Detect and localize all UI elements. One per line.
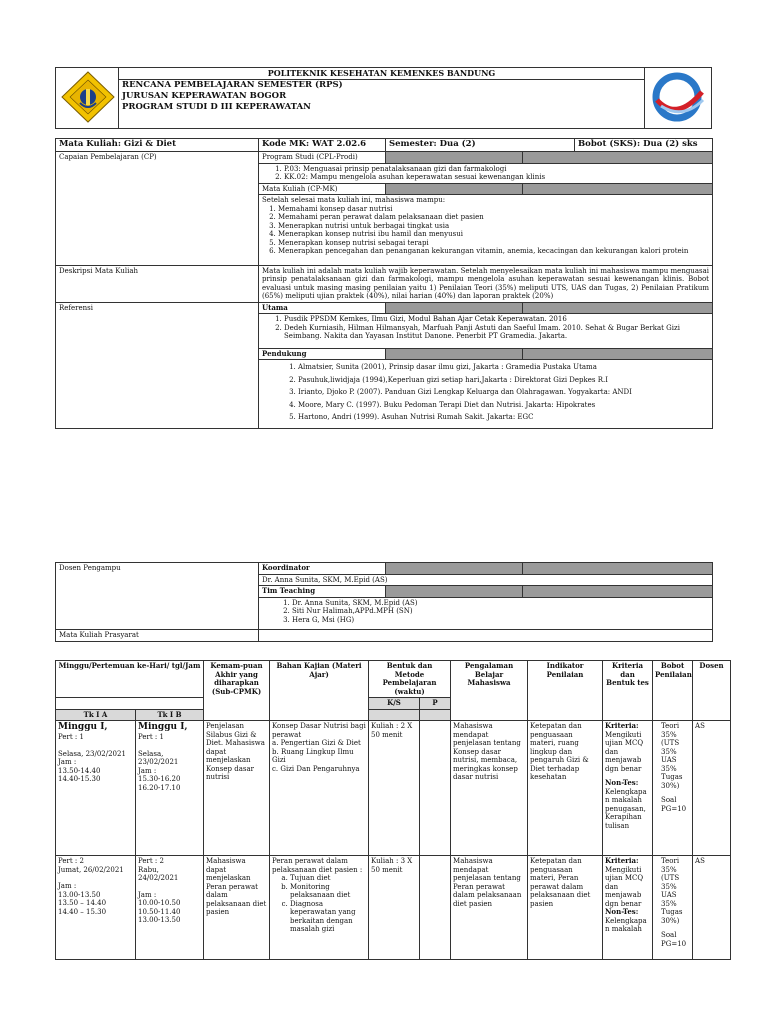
- nontest-label: Non-Tes:: [605, 907, 639, 916]
- course-code: Kode MK: WAT 2.02.6: [259, 139, 386, 152]
- pendukung-label: Pendukung: [259, 348, 386, 360]
- experience-cell: Mahasiswa mendapat penjelasan tentang Konsep dasar nutrisi, membaca, meringkas konsep dasar nutrisi: [451, 721, 528, 856]
- experience-cell: Mahasiswa mendapat penjelasan tentang Peran perawat dalam pelaksanaan diet pasien: [451, 856, 528, 960]
- program-name: PROGRAM STUDI D III KEPERAWATAN: [122, 102, 311, 112]
- document-header: [55, 67, 712, 129]
- indicator-cell: Ketepatan dan penguasaan materi, ruang lingkup dan pengaruh Gizi & Diet terhadap kesehatan: [528, 721, 603, 856]
- reference-label: Referensi: [56, 302, 259, 428]
- time-label: Jam :: [58, 758, 77, 766]
- cpmk-item: 3. Menerapkan nutrisi untuk berbagai tingkat usia: [278, 222, 709, 231]
- meeting-date: 23/02/2021: [138, 758, 179, 766]
- col-material: Bahan Kajian (Materi Ajar): [270, 661, 369, 721]
- institution-name: POLITEKNIK KESEHATAN KEMENKES BANDUNG: [119, 68, 644, 80]
- rps-title: RENCANA PEMBELAJARAN SEMESTER (RPS): [122, 80, 343, 90]
- time-slot: 13.00-13.50: [138, 916, 181, 924]
- cpl-item: 2. KK.02: Mampu mengelola asuhan keperawatan sesuai kewenangan klinis: [284, 173, 709, 182]
- col-lecturer: Dosen: [693, 661, 731, 721]
- poltekkes-logo: [60, 71, 116, 123]
- coordinator-label: Koordinator: [259, 563, 386, 575]
- course-credits: Bobot (SKS): Dua (2) sks: [575, 139, 713, 152]
- criteria-text: Mengikuti ujian MCQ dan menjawab dgn benar: [605, 730, 644, 773]
- schedule-table: [55, 660, 731, 960]
- weight-cell: [653, 721, 693, 856]
- department-name: JURUSAN KEPERAWATAN BOGOR: [122, 91, 287, 101]
- reference-item: 1. Pusdik PPSDM Kemkes, Ilmu Gizi, Modul Bahan Ajar Cetak Keperawatan. 2016: [284, 315, 709, 324]
- cpl-list-cell: [259, 163, 713, 183]
- meeting-day: Rabu,: [138, 865, 159, 874]
- reference-item: 2. Dedeh Kurniasih, Hilman Hilmansyah, Marfuah Panji Astuti dan Saeful Imam. 2010. Sehat & Bugar Berkat Gizi Seimbang. Nakita dan Yayasan Institut Danone. Penerbit PT Gramedia. Jakarta.: [284, 324, 709, 341]
- header-title-block: [118, 68, 645, 128]
- weight-text: Teori 35% (UTS 35% UAS 35% Tugas 30%): [661, 857, 683, 925]
- pendukung-list-cell: [259, 360, 713, 429]
- table-row: [56, 721, 731, 856]
- time-slot: 13.50-14.40: [58, 766, 101, 775]
- weight-note: Soal PG=10: [661, 796, 687, 813]
- meeting-date: Selasa, 23/02/2021: [58, 749, 126, 758]
- utama-label: Utama: [259, 302, 386, 314]
- criteria-text: Mengikuti ujian MCQ dan menjawab dgn benar: [605, 865, 644, 908]
- col-weight: Bobot Penilaian: [653, 661, 693, 721]
- meeting-cell-b: [136, 721, 204, 856]
- meeting-cell-b: [136, 856, 204, 960]
- time-label: Jam :: [138, 890, 157, 899]
- reference-item: 3. Irianto, Djoko P. (2007). Panduan Gizi Lengkap Keluarga dan Olahragawan. Yogyakarta: ANDI: [298, 386, 709, 399]
- team-member: 1. Dr. Anna Sunita, SKM, M.Epid (AS): [292, 599, 709, 608]
- col-p: P: [420, 698, 451, 710]
- time-slot: 15.30-16.20: [138, 775, 181, 783]
- course-description: Mata kuliah ini adalah mata kuliah wajib keperawatan. Setelah menyelesaikan mata kuliah ini mahasiswa mampu menguasai prinsip penatalaksanaan gizi dan farmakologi, mampu mengelola asuhan keperawatan sesuai kewenangan klinis. Bobot evaluasi untuk masing masing penilaian yaitu 1) Penilaian Teori (35%) meliputi UTS, UAS dan Tugas, 2) Penilaian Pratikum (65%) meliputi ujian praktek (40%), nilai harian (40%) dan laporan praktek (20%): [259, 265, 713, 302]
- material-cell: [270, 721, 369, 856]
- criteria-label: Kriteria:: [605, 721, 639, 730]
- lecturer-cell: AS: [693, 721, 731, 856]
- cpmk-label: Mata Kuliah (CP-MK): [259, 183, 386, 195]
- team-list-cell: [259, 597, 713, 630]
- method-cell: Kuliah : 3 X 50 menit: [369, 856, 420, 960]
- practice-cell: [420, 721, 451, 856]
- cp-label: Capaian Pembelajaran (CP): [56, 152, 259, 266]
- material-item: a. Tujuan diet: [290, 874, 366, 883]
- nontest-label: Non-Tes:: [605, 778, 639, 787]
- criteria-label: Kriteria:: [605, 856, 639, 865]
- col-meeting: Minggu/Pertemuan ke-Hari/ tgl/Jam: [56, 661, 204, 698]
- cpmk-list-cell: [259, 195, 713, 266]
- time-slot: 16.20-17.10: [138, 783, 181, 792]
- cpmk-item: 1. Memahami konsep dasar nutrisi: [278, 205, 709, 214]
- meeting-number: Pert : 2: [58, 857, 84, 865]
- nontest-text: Kelengkapa n makalah penugasan, Kerapihan tulisan: [605, 787, 647, 830]
- material-item: b. Monitoring pelaksanaan diet: [290, 883, 366, 900]
- lecturer-label: Dosen Pengampu: [56, 563, 259, 630]
- meeting-date: Jumat, 26/02/2021: [58, 865, 124, 874]
- col-method: Bentuk dan Metode Pembelajaran (waktu): [369, 661, 451, 698]
- coordinator-name: Dr. Anna Sunita, SKM, M.Epid (AS): [259, 574, 713, 586]
- cpmk-item: 6. Menerapkan pencegahan dan penanganan kekurangan vitamin, anemia, kecacingan dan kekurangan kalori protein: [278, 247, 709, 256]
- team-teaching-label: Tim Teaching: [259, 586, 386, 598]
- criteria-cell: [603, 721, 653, 856]
- ability-cell: Mahasiswa dapat menjelaskan Peran perawat dalam pelaksanaan diet pasien: [204, 856, 270, 960]
- prerequisite-value: [259, 630, 713, 642]
- material-item: c. Diagnosa keperawatan yang berkaitan dengan masalah gizi: [290, 900, 366, 934]
- cpmk-item: 2. Memahami peran perawat dalam pelaksanaan diet pasien: [278, 213, 709, 222]
- cpl-item: 1. P.03: Menguasai prinsip penatalaksanaan gizi dan farmakologi: [284, 165, 709, 174]
- time-slot: 13.00-13.50: [58, 890, 101, 899]
- time-slot: 10.00-10.50: [138, 899, 181, 907]
- table-row: [56, 856, 731, 960]
- meeting-cell-a: [56, 856, 136, 960]
- material-title: Konsep Dasar Nutrisi bagi perawat: [272, 722, 366, 739]
- time-label: Jam :: [58, 882, 77, 890]
- team-member: 3. Hera G, Msi (HG): [292, 616, 709, 625]
- time-slot: 14.40-15.30: [58, 775, 101, 783]
- meeting-day: Selasa,: [138, 749, 164, 758]
- nontest-text: Kelengkapa n makalah: [605, 916, 647, 933]
- indicator-cell: Ketepatan dan penguasaan materi, Peran perawat dalam pelaksanaan diet pasien: [528, 856, 603, 960]
- time-label: Jam :: [138, 766, 157, 775]
- course-info-table: [55, 138, 713, 429]
- col-indicator: Indikator Penilaian: [528, 661, 603, 721]
- meeting-number: Pert : 2: [138, 857, 164, 865]
- method-cell: Kuliah : 2 X 50 menit: [369, 721, 420, 856]
- meeting-cell-a: [56, 721, 136, 856]
- col-ability: Kemam-puan Akhir yang diharapkan (Sub-CPMK): [204, 661, 270, 721]
- description-label: Deskripsi Mata Kuliah: [56, 265, 259, 302]
- col-ks: K/S: [369, 698, 420, 710]
- material-title: Peran perawat dalam pelaksanaan diet pasien :: [272, 857, 363, 874]
- cpl-prodi-label: Program Studi (CPL-Prodi): [259, 152, 386, 164]
- col-tk1b: Tk I B: [136, 709, 204, 721]
- reference-item: 5. Hartono, Andri (1999). Asuhan Nutrisi Rumah Sakit. Jakarta: EGC: [298, 411, 709, 424]
- reference-item: 4. Moore, Mary C. (1997). Buku Pedoman Terapi Diet dan Nutrisi. Jakarta: Hipokrates: [298, 399, 709, 412]
- week-title: Minggu I,: [138, 722, 188, 732]
- lecturer-cell: AS: [693, 856, 731, 960]
- reference-item: 1. Almatsier, Sunita (2001), Prinsip dasar ilmu gizi, Jakarta : Gramedia Pustaka Utama: [298, 361, 709, 374]
- team-member: 2. Siti Nur Halimah,APPd.MPH (SN): [292, 607, 709, 616]
- meeting-number: Pert : 1: [138, 733, 164, 741]
- lecturer-table: [55, 562, 713, 642]
- col-tk1a: Tk I A: [56, 709, 136, 721]
- utama-list-cell: [259, 314, 713, 349]
- material-cell: [270, 856, 369, 960]
- cpmk-item: 4. Menerapkan konsep nutrisi ibu hamil dan menyusui: [278, 230, 709, 239]
- cpmk-item: 5. Menerapkan konsep nutrisi sebagai terapi: [278, 239, 709, 248]
- weight-text: Teori 35% (UTS 35% UAS 35% Tugas 30%): [661, 722, 683, 790]
- col-criteria: Kriteria dan Bentuk tes: [603, 661, 653, 721]
- week-title: Minggu I,: [58, 722, 108, 732]
- time-slot: 10.50-11.40: [138, 907, 181, 916]
- course-name: Mata Kuliah: Gizi & Diet: [56, 139, 259, 152]
- meeting-number: Pert : 1: [58, 733, 84, 741]
- time-slot: 14.40 – 15.30: [58, 907, 107, 916]
- material-item: b. Ruang Lingkup Ilmu Gizi: [272, 747, 354, 764]
- col-experience: Pengalaman Belajar Mahasiswa: [451, 661, 528, 721]
- time-slot: 13.50 – 14.40: [58, 899, 107, 907]
- prerequisite-label: Mata Kuliah Prasyarat: [56, 630, 259, 642]
- criteria-cell: [603, 856, 653, 960]
- ability-cell: Penjelasan Silabus Gizi & Diet. Mahasiswa dapat menjelaskan Konsep dasar nutrisi: [204, 721, 270, 856]
- kemenkes-logo: [647, 70, 709, 126]
- practice-cell: [420, 856, 451, 960]
- course-semester: Semester: Dua (2): [386, 139, 575, 152]
- material-item: c. Gizi Dan Pengaruhnya: [272, 764, 360, 773]
- weight-note: Soal PG=10: [661, 931, 687, 948]
- reference-item: 2. Pasuhuk,liwidjaja (1994),Keperluan gizi setiap hari,Jakarta : Direktorat Gizi Depkes R.I: [298, 374, 709, 387]
- cpmk-intro: Setelah selesai mata kuliah ini, mahasiswa mampu:: [262, 196, 446, 204]
- weight-cell: [653, 856, 693, 960]
- material-item: a. Pengertian Gizi & Diet: [272, 739, 361, 747]
- meeting-date: 24/02/2021: [138, 874, 179, 882]
